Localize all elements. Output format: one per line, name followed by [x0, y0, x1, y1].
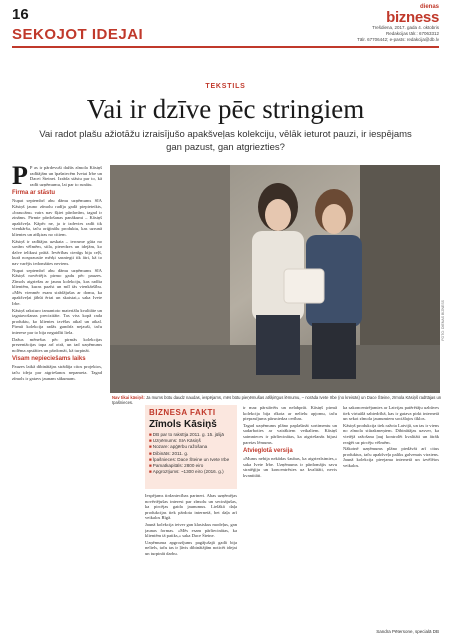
business-facts-box [145, 405, 237, 489]
factbox-row: ■Pamatkapitāls: 2800 eiro [149, 463, 204, 469]
factbox-company: Zīmols Kāsiņš [149, 419, 217, 430]
article-column-5 [343, 405, 439, 621]
subhead-laiks: Visam nepieciešams laiks [12, 356, 86, 363]
issue-date: Trešdiena, 2017. gada 4. oktobris [372, 25, 439, 30]
issue-phone: Redakcijas tālr.: 67063312 [385, 31, 439, 36]
paragraph: Uzņēmuma apgrozījums pagājušajā gadā bija neliels, taču tas ir ļāvis dibinātājām noticēt idejai un turpināt darbu. [145, 539, 237, 556]
brand-logo: bizness [386, 9, 439, 26]
article-kicker: TEKSTILS [205, 83, 246, 90]
brand-prefix: dienas [419, 4, 439, 10]
paragraph: Iespējams tirdzniecības partneri. Abas uzņēmējas novērtējušas interesi par zīmolu un secinājušas, ka pircējas gaida jaunumus. Lielākā daļa produkcijas tiek pārdota internetā, bet daļa arī veikalos Rīgā. [145, 493, 237, 521]
paragraph: Kāsiņš raksturo izmantoto materiālu kvalitāte un izgatavošanas precizitāte. Tas viss kopā rada produktu, ko klientes izvēlas atkal un atkal. Pirmā kolekcija radās gandrīz nejauši, taču interese par to bija negaidīti liela. [12, 307, 102, 336]
subhead-versija: Atvieglotā versija [243, 448, 293, 455]
factbox-row: ■Uzņēmums: SIA Kāsiņš [149, 438, 201, 444]
paragraph: Nupat septembrī abu dāmu uzņēmums SIA Kāsiņš jauno zīmolu radīja gadā piepieteikts, «braucām» vairs nav šķiet pārdavām, tagad ir zināms. Pirmie pārdošanas panākumi – Kāsiņš apakšveļa. Kāpēc ne, ja ir izdevies radīt tik vienkāršu, taču oriģinālu produktu, kas uzrunā klientes un atšķiras no citiem. [12, 198, 102, 237]
paragraph: Tagad uzņēmums plāno paplašināt sortimentu un sadarboties ar vairākiem veikaliem. Kāsiņš saimnieces ir pārliecinātas, ka atgriešanās bijusi pareizs lēmums. [243, 422, 337, 445]
article-standfirst: Vai radot plašu ažiotāžu izraisījušo apakšveļas kolekciju, vēlāk ieturot pauzi, ir iespējams gan pazust, gan atgriezties? [39, 129, 412, 153]
factbox-row: ■Apgrozījums: ~1300 eiro (2016. g.) [149, 469, 224, 475]
page-number: 16 [12, 6, 29, 23]
drop-cap: P [12, 165, 28, 190]
section-title: SEKOJOT IDEJAI [12, 26, 144, 43]
paragraph: Nākotnē uzņēmums plāno piedāvāt arī citus produktus, taču apakšveļa paliks galvenais virziens. Jaunā kolekcija pieejama internetā un izvēlētos veikalos. [343, 446, 439, 468]
masthead [319, 4, 439, 43]
issue-contacts: Tālr. 67706442; e-pasts: redakcija@db.lv [357, 37, 439, 42]
paragraph: ir maz pārstāvēts un nelabprāt. Kāsiņš pirmā kolekcija bija rīkota ar nelielu apjomu, taču pieprasījums pārsniedza cerības. [243, 405, 337, 422]
paragraph: P P as ir pārdevuši dažās zīmola Kāsiņš radītājām un īpašniecēm Ivetai Irbe un Dacei Šteinei. Izrāda stāstu par to, kā radīt uzņēmumu, lai par to runātu. [12, 165, 102, 190]
paragraph: «Mums nebija nekādas šaubas, ka atgriezīsimies,» saka Ivete Irbe. Uzņēmums ir pārdomājis savu stratēģiju un koncentrēsies uz kvalitāti, nevis kvantitāti. [243, 456, 337, 478]
article-column-3 [145, 493, 237, 621]
factbox-row: ■Dibināts: 2011. g. [149, 450, 189, 456]
paragraph: Nupat septembrī abu dāmu uzņēmums SIA Kāsiņš novērtējis pirmo gadu pēc pauzes. Zīmols atgriežas ar jaunu kolekciju, kas radīta klientēm, kuras pazīst un mīl tās vienkāršību. «Mēs vienmēr esam strādājušas ar domu, ka apakšveļai jābūt ērtai un skaistai,» saka Ivete Irbe. [12, 267, 102, 307]
photo-caption: Nav tikai kāsiņš: Ja mums būtu daudz naudas, iespējams, mēs būtu pieņēmušas atšķirīgus lēmumu, – norāda Ivete Irbe (no kreisās) un Dace Šteine, zīmola Kāsiņš radītājas un īpašnieces. [112, 395, 442, 405]
paragraph: Dažus mēnešus pēc pirmās kolekcijas prezentācijas tapa arī otrā, un tad uzņēmums nolēma apstāties un pārdomāt, kā turpināt. [12, 336, 102, 353]
article-column-1 [12, 165, 102, 615]
factbox-row: ■Īpašnieces: Dace Šteine un Ivete Irbe [149, 456, 230, 462]
article-headline: Vai ir dzīve pēc stringiem [86, 94, 365, 124]
paragraph: Pauzes laikā dibinātājas strādāja citos projektos, taču ideja par atgriešanos nepameta. Tagad zīmols ir gatavs jaunam sākumam. [12, 364, 102, 381]
page-footer: Sandra Pētersone, specialā DB [376, 629, 439, 634]
photo-illustration [110, 165, 440, 393]
subhead-firma: Firma ar stāstu [12, 190, 56, 197]
factbox-row: ■Nozare: apģērbu ražošana [149, 444, 208, 450]
article-photo [110, 165, 440, 393]
photo-credit: FOTO: DIENAS BIZNESS [441, 300, 445, 341]
paragraph: ka sakoncentrējamies ar Latvijas patērētāju uzbūves tiek virtuālā sabiedrībā, kas ir gatava pirkt internetā un sekot zīmola jaunumiem sociālajos tīklos. [343, 405, 439, 422]
factbox-label: BIZNESA FAKTI [149, 408, 216, 417]
article-column-4 [243, 405, 337, 621]
section-divider [12, 46, 439, 48]
factbox-row: ■DB par to rakstīja 2011. g. 15. jūlijā [149, 432, 224, 437]
caption-lead: Nav tikai kāsiņš: [112, 395, 146, 400]
paragraph: Jaunā kolekcija ietver gan klasiskus modeļus, gan jaunas formas. «Mēs esam pārliecinātas, ka klientēm tā patiks,» saka Dace Šteine. [145, 521, 237, 539]
paragraph: Kāsiņš produkcija tiek ražota Latvijā, un tas ir viens no zīmola stūrakmeņiem. Dibinātājas uzsver, ka vietējā ražošana ļauj kontrolēt kvalitāti un ātrāk reaģēt uz pircēju vēlmēm. [343, 422, 439, 445]
paragraph: Kāsiņš ir radītājas uzskata – ierosme gūta no savām vēlmēm, stila, pieredzes un idejām, ko dzīve ielikusi prātā. Ievērības cienīgs bija ceļš, kurā nospraustie mērķi sasniegti tik ātri, kā to nav varējis iedomāties neviens. [12, 238, 102, 266]
